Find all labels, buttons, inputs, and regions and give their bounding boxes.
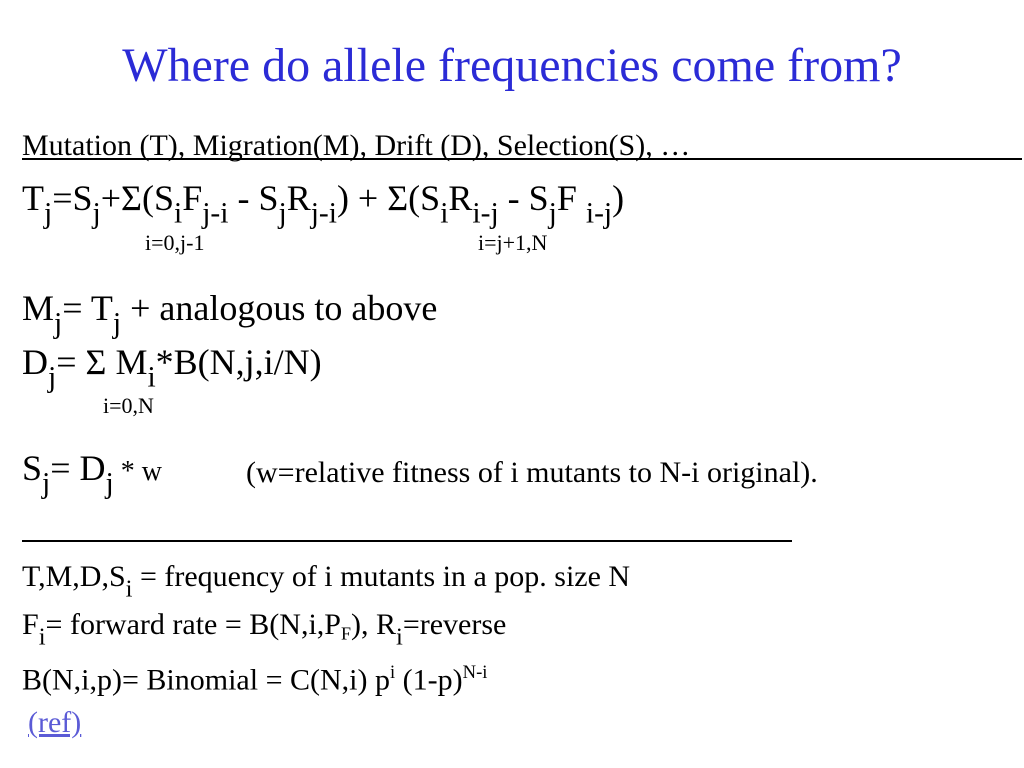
slide-title: Where do allele frequencies come from? — [122, 39, 902, 92]
eq-text: R — [448, 178, 473, 218]
def-text: =reverse — [402, 608, 507, 641]
eq-sub: j — [54, 307, 63, 340]
eq-text: S — [22, 448, 43, 488]
eq-text: - S — [228, 178, 279, 218]
eq-sub: j — [105, 467, 114, 500]
definition-frequency — [22, 558, 630, 608]
def-text: (1-p) — [395, 663, 463, 697]
equation-mutation — [22, 176, 624, 235]
eq-sub: j — [278, 197, 287, 230]
def-sub: i — [395, 623, 403, 651]
equation-drift — [22, 340, 322, 399]
sum-limit-second: i=j+1,N — [478, 230, 548, 255]
definition-rates — [22, 606, 506, 656]
equation-selection — [22, 446, 162, 505]
def-text: = frequency of i mutants in a pop. size N — [132, 560, 631, 593]
eq-sub: j-i — [310, 197, 337, 230]
def-text: ), R — [350, 608, 396, 641]
headline-processes: Mutation (T), Migration(M), Drift (D), Selection(S), … — [22, 129, 691, 162]
eq-sub: i — [147, 361, 156, 394]
eq-text: ) — [612, 178, 625, 218]
selection-note: (w=relative fitness of i mutants to N-i original). — [246, 456, 818, 489]
eq-text: D — [22, 342, 48, 382]
eq-sub: i — [174, 197, 183, 230]
def-sub: F — [340, 623, 351, 644]
eq-sub: i-j — [472, 197, 499, 230]
eq-text: F — [182, 178, 203, 218]
eq-sub: j — [42, 467, 51, 500]
eq-text: = Σ M — [56, 342, 148, 382]
eq-sub: j — [548, 197, 557, 230]
eq-sub: j — [92, 197, 101, 230]
eq-text: F — [556, 178, 586, 218]
eq-text: = T — [62, 288, 113, 328]
definition-binomial — [22, 654, 487, 700]
eq-text: + analogous to above — [121, 288, 438, 328]
eq-sub: j — [44, 197, 53, 230]
eq-text: - S — [498, 178, 549, 218]
eq-sub: j-i — [202, 197, 229, 230]
eq-text: +Σ(S — [100, 178, 174, 218]
def-sup: N-i — [462, 662, 488, 683]
def-text: B(N,i,p)= Binomial = C(N,i) p — [22, 663, 390, 697]
def-sub: i — [125, 575, 133, 603]
eq-sub: j — [48, 361, 57, 394]
eq-sub: i — [440, 197, 449, 230]
divider-line — [22, 540, 792, 542]
eq-text: R — [286, 178, 311, 218]
equation-migration — [22, 286, 437, 345]
eq-sub: j — [112, 307, 122, 340]
eq-text: M — [22, 288, 55, 328]
ref-link[interactable]: (ref) — [28, 706, 82, 739]
eq-text: = D — [50, 448, 106, 488]
def-text: = forward rate = B(N,i,P — [45, 608, 341, 641]
def-sup: i — [389, 662, 396, 683]
eq-sub: i-j — [585, 197, 613, 230]
eq-text: *B(N,j,i/N) — [155, 342, 322, 382]
def-sub: i — [38, 623, 46, 651]
def-text: T,M,D,S — [22, 560, 126, 593]
eq-text: =S — [52, 178, 93, 218]
eq-text: * w — [113, 456, 162, 487]
sum-limit-drift: i=0,N — [103, 393, 154, 418]
eq-text: ) + Σ(S — [336, 178, 441, 218]
headline-underline — [22, 158, 1022, 160]
eq-text: T — [22, 178, 44, 218]
def-text: F — [22, 608, 39, 641]
sum-limit-first: i=0,j-1 — [145, 230, 205, 255]
